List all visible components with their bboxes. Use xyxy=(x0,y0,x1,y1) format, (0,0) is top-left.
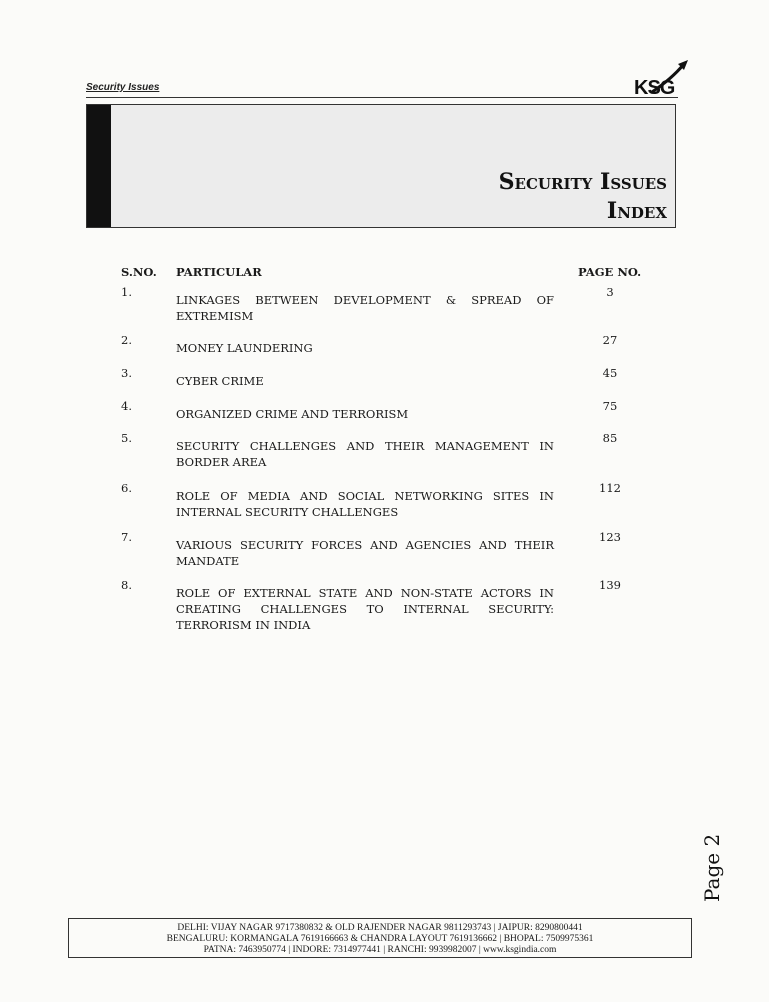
row-page: 112 xyxy=(599,481,621,495)
row-page: 123 xyxy=(599,530,621,544)
row-particular: ROLE OF EXTERNAL STATE AND NON-STATE ACTORS IN CREATING CHALLENGES TO INTERNAL SECURITY: TERRORISM IN INDIA xyxy=(176,586,554,632)
row-particular: ROLE OF MEDIA AND SOCIAL NETWORKING SITES IN INTERNAL SECURITY CHALLENGES xyxy=(176,489,554,519)
row-page: 139 xyxy=(599,578,621,592)
row-page: 3 xyxy=(606,285,614,299)
row-sno: 6. xyxy=(121,481,132,495)
row-page: 45 xyxy=(602,366,618,380)
row-particular: LINKAGES BETWEEN DEVELOPMENT & SPREAD OF EXTREMISM xyxy=(176,293,554,323)
row-page: 27 xyxy=(602,333,618,347)
row-sno: 3. xyxy=(121,366,132,380)
footer-contacts xyxy=(68,918,692,958)
running-header-title: Security Issues xyxy=(86,82,160,93)
row-sno: 4. xyxy=(121,399,132,413)
row-sno: 2. xyxy=(121,333,132,347)
page-number-text: Page 2 xyxy=(700,833,724,902)
banner-subtitle: Index xyxy=(606,198,667,224)
row-particular: CYBER CRIME xyxy=(176,374,264,388)
row-page: 75 xyxy=(602,399,618,413)
row-particular: VARIOUS SECURITY FORCES AND AGENCIES AND THEIR MANDATE xyxy=(176,538,554,568)
column-header-page: PAGE NO. xyxy=(578,265,642,279)
row-sno: 5. xyxy=(121,431,132,445)
column-header-particular: PARTICULAR xyxy=(176,265,262,279)
row-sno: 7. xyxy=(121,530,132,544)
row-particular: MONEY LAUNDERING xyxy=(176,341,313,355)
footer-line: DELHI: VIJAY NAGAR 9717380832 & OLD RAJENDER NAGAR 9811293743 | JAIPUR: 8290800441 xyxy=(177,923,583,933)
column-header-sno: S.NO. xyxy=(121,265,157,279)
row-particular: SECURITY CHALLENGES AND THEIR MANAGEMENT IN BORDER AREA xyxy=(176,439,554,469)
footer-line: BENGALURU: KORMANGALA 7619166663 & CHANDRA LAYOUT 7619136662 | BHOPAL: 7509975361 xyxy=(166,934,594,944)
row-sno: 1. xyxy=(121,285,132,299)
row-sno: 8. xyxy=(121,578,132,592)
row-page: 85 xyxy=(602,431,618,445)
footer-line: PATNA: 7463950774 | INDORE: 7314977441 | RANCHI: 9939982007 | www.ksgindia.com xyxy=(203,945,557,955)
logo-text: KSG xyxy=(634,77,675,99)
banner-title: Security Issues xyxy=(498,169,667,195)
row-particular: ORGANIZED CRIME AND TERRORISM xyxy=(176,407,409,421)
